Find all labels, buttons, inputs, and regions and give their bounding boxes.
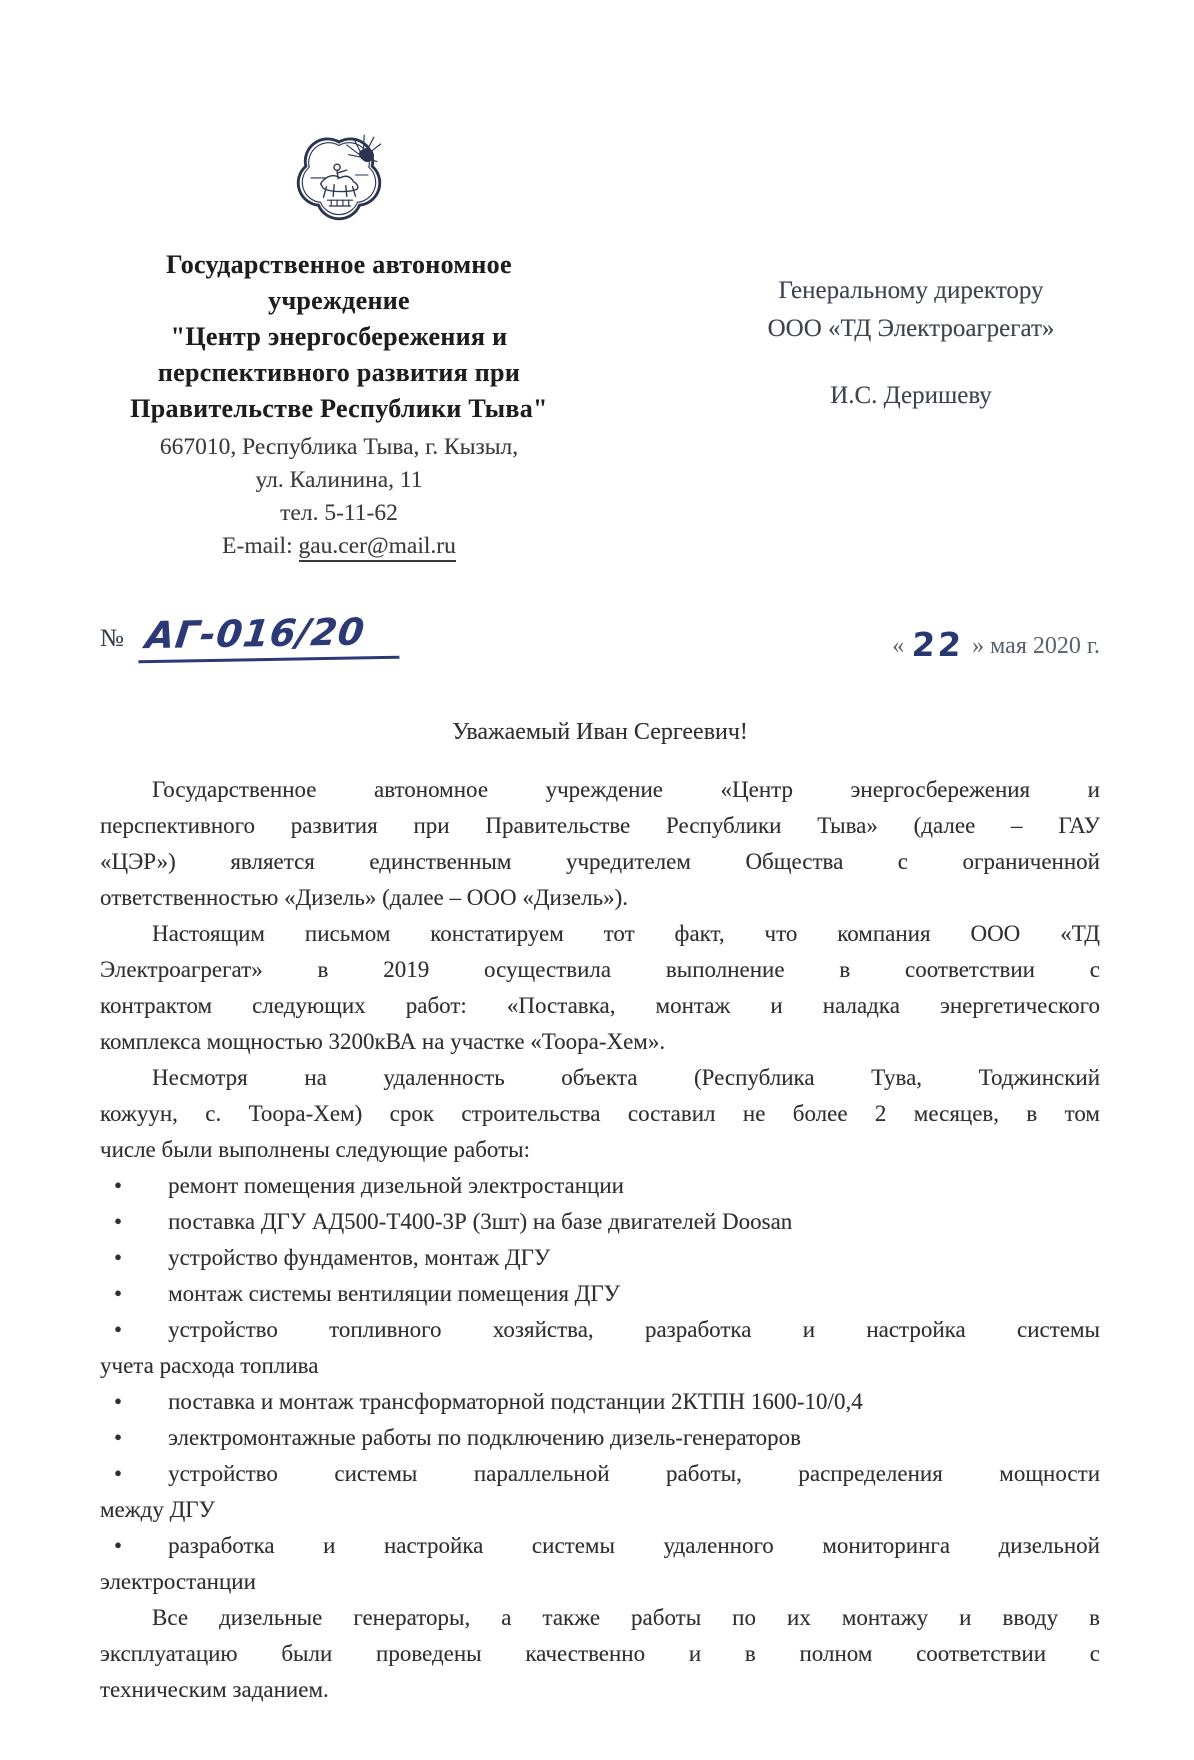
body-line (100, 1384, 1100, 1420)
body-line: Настоящим письмом констатируем тот факт, что компания ООО «ТД (152, 921, 1100, 946)
outgoing-number (100, 612, 399, 661)
tyva-emblem-icon (276, 122, 402, 228)
body-line (100, 1420, 1100, 1456)
body-line: Все дизельные генераторы, а также работы по их монтажу и вводу в (152, 1605, 1100, 1630)
org-name-line: учреждение (268, 286, 410, 315)
body-line (100, 1204, 1100, 1240)
body-line: Государственное автономное учреждение «Центр энергосбережения и (152, 777, 1100, 802)
bullet-icon: • (114, 1281, 123, 1306)
body-line: перспективного развития при Правительстве Республики Тыва» (далее – ГАУ (100, 813, 1100, 838)
salutation: Уважаемый Иван Сергеевич! (452, 719, 748, 745)
bullet-text: устройство топливного хозяйства, разработка и настройка системы (168, 1317, 1100, 1342)
bullet-text: электромонтажные работы по подключению дизель-генераторов (168, 1425, 802, 1450)
bullet-icon: • (114, 1209, 123, 1234)
body-line: между ДГУ (100, 1497, 215, 1522)
recipient-name: И.С. Деришеву (830, 382, 992, 409)
body-line: Электроагрегат» в 2019 осуществила выполнение в соответствии с (100, 957, 1100, 982)
org-address (100, 431, 578, 563)
body-line (100, 1240, 1100, 1276)
body-line (100, 1168, 1100, 1204)
org-name-line: Правительстве Республики Тыва" (130, 394, 548, 423)
date-month-year: » мая 2020 г. (972, 633, 1100, 659)
body-line: электростанции (100, 1569, 256, 1594)
bullet-icon: • (114, 1461, 123, 1486)
body-line: ответственностью «Дизель» (далее – ООО «Дизель»). (100, 885, 629, 910)
body-line: кожуун, с. Тоора-Хем) срок строительства составил не более 2 месяцев, в том (100, 1101, 1100, 1126)
letter-date (892, 622, 1100, 664)
email-address: gau.cer@mail.ru (299, 533, 456, 562)
recipient-block (722, 122, 1100, 410)
bullet-text: поставка и монтаж трансформаторной подстанции 2КТПН 1600-10/0,4 (168, 1389, 863, 1414)
email-line (100, 530, 578, 563)
body-line (100, 1528, 1100, 1564)
bullet-text: поставка ДГУ АД500-Т400-3Р (3шт) на базе двигателей Doosan (168, 1209, 793, 1234)
sun-blob-icon (359, 148, 374, 162)
body-line: эксплуатацию были проведены качественно и в полном соответствии с (100, 1641, 1100, 1666)
date-open-quote: « (892, 633, 905, 659)
body-line: Несмотря на удаленность объекта (Республика Тува, Тоджинский (152, 1065, 1100, 1090)
body-line (100, 1276, 1100, 1312)
bullet-icon: • (114, 1317, 123, 1342)
letterhead-block (100, 122, 578, 563)
address-line: ул. Калинина, 11 (255, 467, 423, 493)
body-line: техническим заданием. (100, 1677, 329, 1702)
bullet-icon: • (114, 1389, 123, 1414)
handwritten-number-underline (137, 610, 399, 664)
address-line: 667010, Республика Тыва, г. Кызыл, (159, 434, 519, 460)
body-line: числе были выполнены следующие работы: (100, 1137, 530, 1162)
bullet-text: монтаж системы вентиляции помещения ДГУ (168, 1281, 620, 1306)
tyva-coat-of-arms-logo (276, 122, 402, 233)
recipient-title-line: Генеральному директору (778, 277, 1044, 304)
horseman-icon (321, 164, 358, 197)
bullet-icon: • (114, 1173, 123, 1198)
bullet-text: ремонт помещения дизельной электростанции (168, 1173, 624, 1198)
body-line (100, 1456, 1100, 1492)
bullet-text: разработка и настройка системы удаленного мониторинга дизельной (168, 1533, 1100, 1558)
org-name-line: Государственное автономное (166, 250, 512, 279)
org-name-line: "Центр энергосбережения и (170, 322, 508, 351)
bullet-text: устройство фундаментов, монтаж ДГУ (168, 1245, 551, 1270)
bullet-text: устройство системы параллельной работы, распределения мощности (168, 1461, 1100, 1486)
org-name (100, 247, 578, 427)
recipient-company-line: ООО «ТД Электроагрегат» (767, 315, 1055, 342)
body-line: контрактом следующих работ: «Поставка, монтаж и наладка энергетического (100, 993, 1100, 1018)
email-label: E-mail: (222, 533, 299, 559)
address-line: тел. 5-11-62 (280, 500, 398, 526)
number-sign-label: № (100, 625, 124, 652)
body-line: «ЦЭР») является единственным учредителем Общества с ограниченной (100, 849, 1100, 874)
reference-row (100, 603, 1100, 664)
handwritten-day: 22 (910, 625, 966, 664)
body-text (100, 772, 1100, 1708)
body-line (100, 1312, 1100, 1348)
body-line: учета расхода топлива (100, 1353, 319, 1378)
handwritten-number: АГ-016/20 (143, 610, 368, 658)
org-name-line: перспективного развития при (157, 358, 521, 387)
letter-header (100, 122, 1100, 563)
body-line: комплекса мощностью 3200кВА на участке «Тоора-Хем». (100, 1029, 666, 1054)
crown-base-icon (327, 200, 352, 206)
bullet-icon: • (114, 1425, 123, 1450)
bullet-icon: • (114, 1533, 123, 1558)
bullet-icon: • (114, 1245, 123, 1270)
